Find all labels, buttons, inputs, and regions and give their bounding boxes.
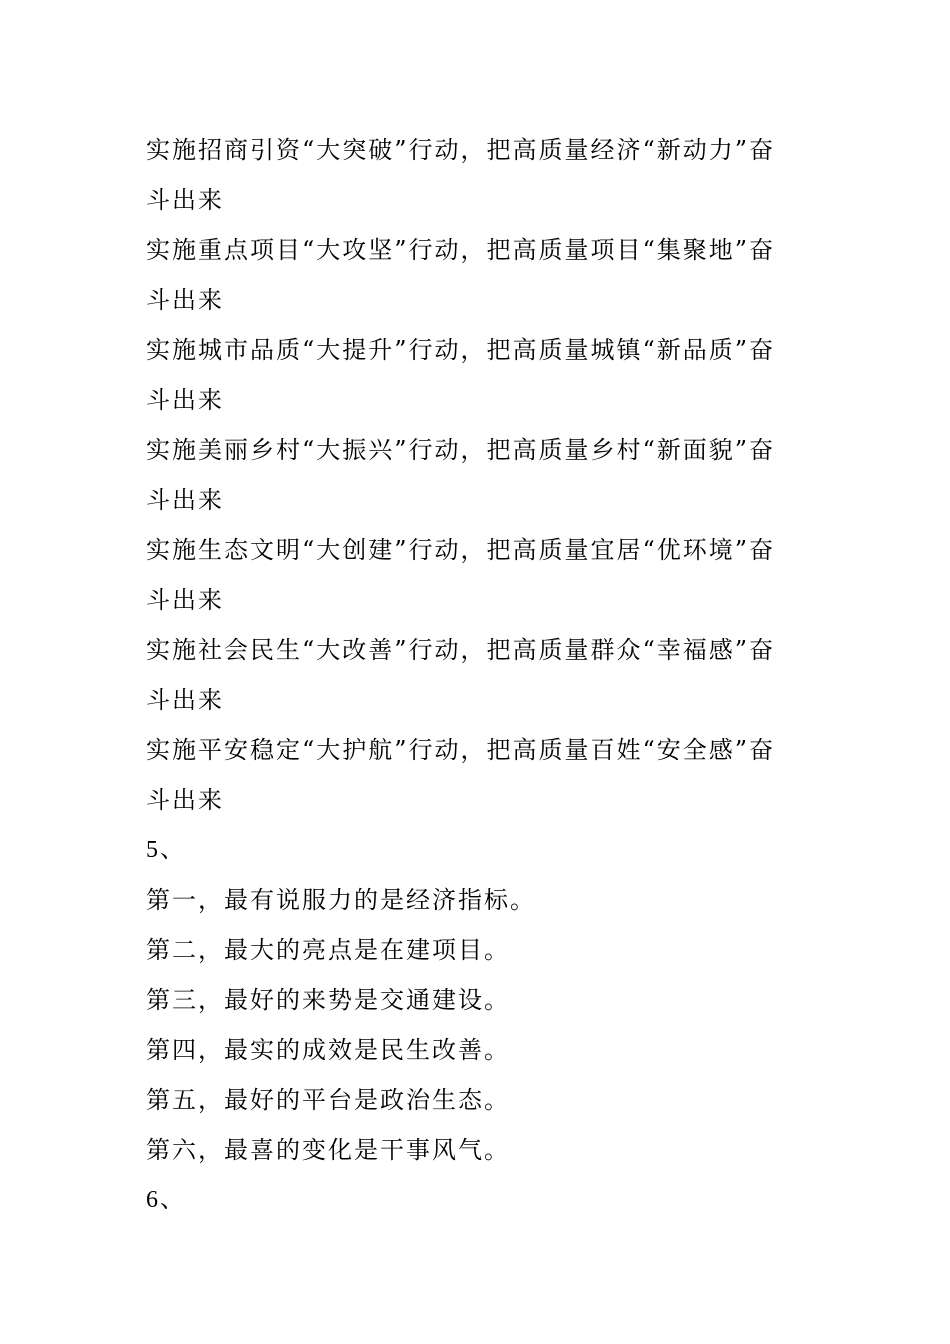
text-line: 斗出来 bbox=[146, 686, 224, 714]
document-body bbox=[146, 125, 811, 1225]
text-line: 实施美丽乡村“大振兴”行动，把高质量乡村“新面貌”奋 bbox=[146, 436, 776, 464]
text-line: 第一，最有说服力的是经济指标。 bbox=[146, 886, 536, 914]
text-line: 斗出来 bbox=[146, 286, 224, 314]
text-line: 第六，最喜的变化是干事风气。 bbox=[146, 1136, 510, 1164]
text-line: 斗出来 bbox=[146, 186, 224, 214]
text-line: 实施生态文明“大创建”行动，把高质量宜居“优环境”奋 bbox=[146, 536, 776, 564]
text-line: 第四，最实的成效是民生改善。 bbox=[146, 1036, 510, 1064]
text-line: 第五，最好的平台是政治生态。 bbox=[146, 1086, 510, 1114]
text-line: 实施重点项目“大攻坚”行动，把高质量项目“集聚地”奋 bbox=[146, 236, 776, 264]
text-line: 斗出来 bbox=[146, 786, 224, 814]
text-line: 第二，最大的亮点是在建项目。 bbox=[146, 936, 510, 964]
text-line: 实施平安稳定“大护航”行动，把高质量百姓“安全感”奋 bbox=[146, 736, 776, 764]
text-line: 斗出来 bbox=[146, 386, 224, 414]
text-line: 实施城市品质“大提升”行动，把高质量城镇“新品质”奋 bbox=[146, 336, 776, 364]
text-line: 斗出来 bbox=[146, 486, 224, 514]
text-line: 第三，最好的来势是交通建设。 bbox=[146, 986, 510, 1014]
text-line: 实施招商引资“大突破”行动，把高质量经济“新动力”奋 bbox=[146, 136, 776, 164]
section-number: 5、 bbox=[146, 837, 186, 863]
text-line: 实施社会民生“大改善”行动，把高质量群众“幸福感”奋 bbox=[146, 636, 776, 664]
text-line: 斗出来 bbox=[146, 586, 224, 614]
section-number: 6、 bbox=[146, 1187, 186, 1213]
